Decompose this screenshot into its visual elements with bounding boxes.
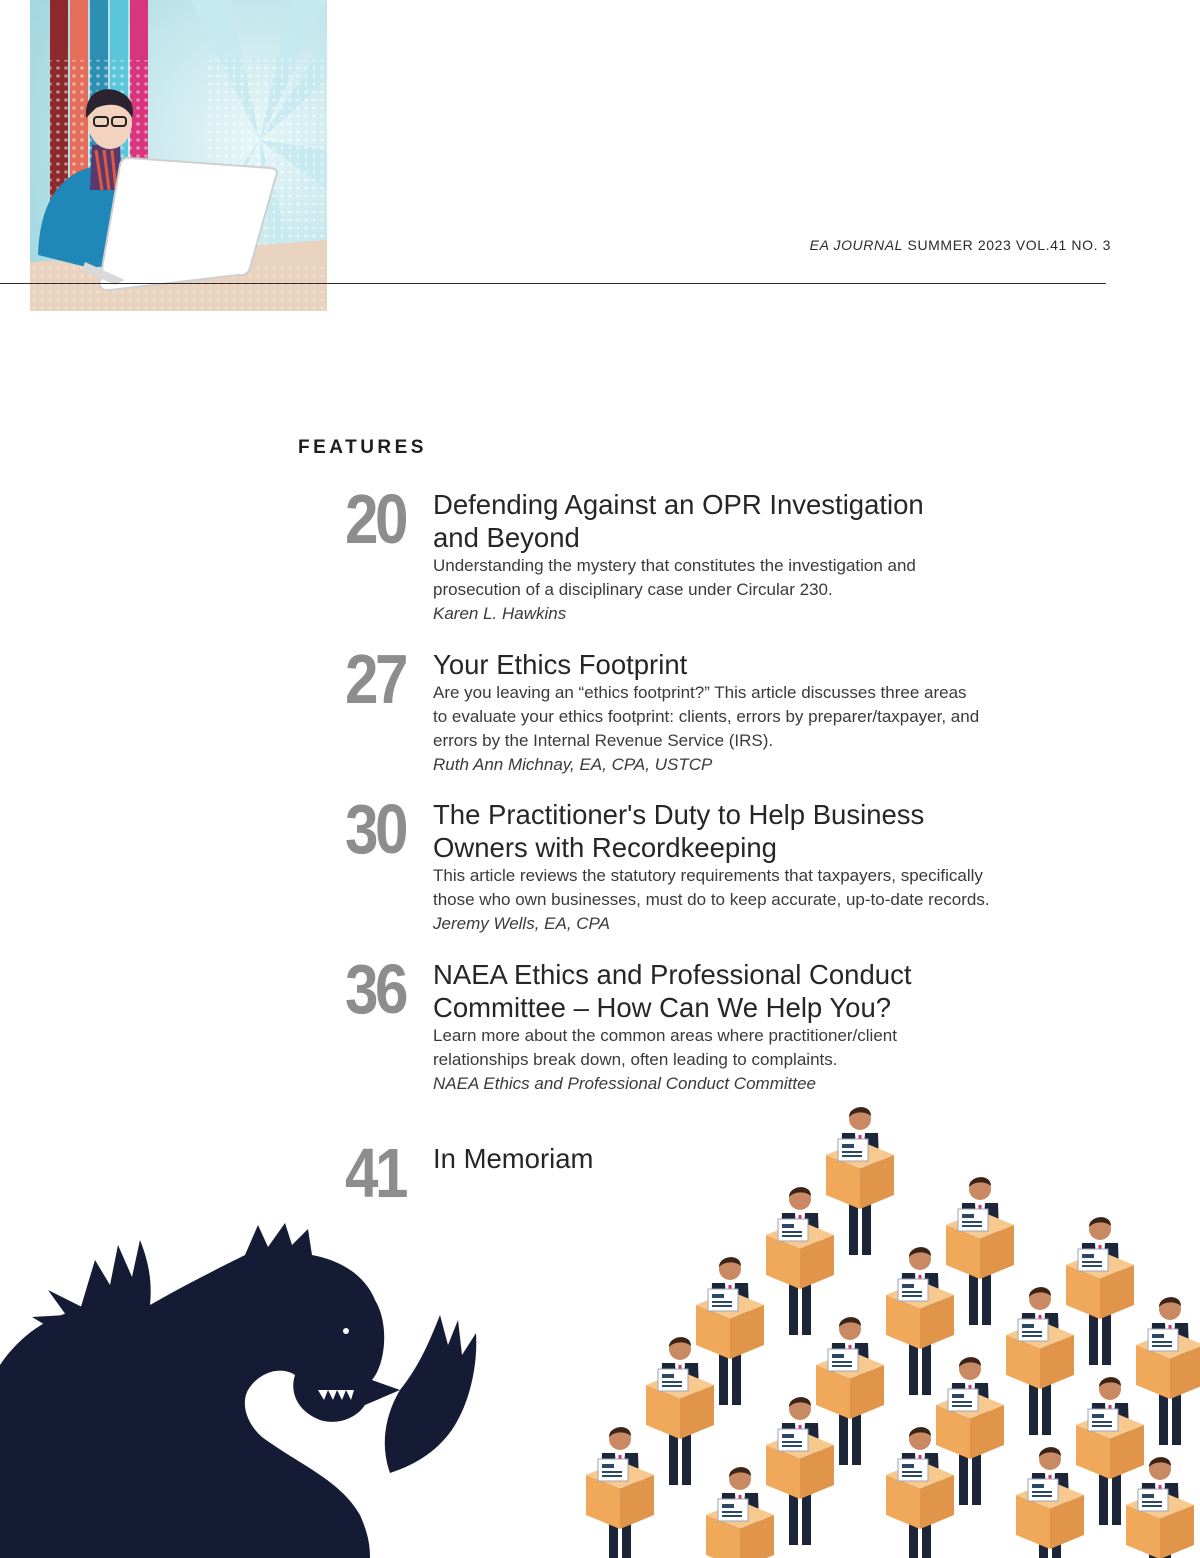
feature-title[interactable]: Defending Against an OPR Investigation and Beyond	[433, 489, 924, 553]
page-number: 41	[345, 1134, 406, 1212]
page-number: 36	[345, 950, 406, 1028]
feature-description: Understanding the mystery that constitutes the investigation and prosecution of a disciplinary case under Circular 230.	[433, 556, 916, 599]
crowd-illustration	[530, 1095, 1200, 1558]
feature-title[interactable]: The Practitioner's Duty to Help Business Owners with Recordkeeping	[433, 799, 925, 863]
issue-info: SUMMER 2023 VOL.41 NO. 3	[907, 237, 1111, 253]
feature-description: This article reviews the statutory requirements that taxpayers, specifically those who own businesses, must do to keep accurate, up-to-date records.	[433, 866, 990, 909]
feature-author: Jeremy Wells, EA, CPA	[433, 914, 610, 933]
page-number: 20	[345, 480, 406, 558]
page-number: 30	[345, 790, 406, 868]
page-number: 27	[345, 640, 406, 718]
cover-illustration	[30, 0, 327, 311]
section-label: FEATURES	[298, 437, 427, 458]
feature-author: Karen L. Hawkins	[433, 604, 567, 623]
masthead	[810, 237, 1111, 253]
monster-illustration	[0, 1215, 500, 1558]
feature-author: Ruth Ann Michnay, EA, CPA, USTCP	[433, 755, 713, 774]
feature-description: Are you leaving an “ethics footprint?” This article discusses three areas to evaluate your ethics footprint: clients, errors by preparer/taxpayer, and errors by the Internal Revenue Service (IRS).	[433, 683, 980, 750]
journal-name: EA JOURNAL	[809, 237, 904, 253]
feature-title[interactable]: NAEA Ethics and Professional Conduct Committee – How Can We Help You?	[433, 959, 912, 1023]
feature-title[interactable]: Your Ethics Footprint	[433, 649, 688, 680]
feature-title[interactable]: In Memoriam	[433, 1143, 594, 1174]
header-rule	[0, 283, 1106, 284]
feature-description: Learn more about the common areas where practitioner/client relationships break down, often leading to complaints.	[433, 1026, 897, 1069]
feature-author: NAEA Ethics and Professional Conduct Committee	[433, 1074, 816, 1093]
